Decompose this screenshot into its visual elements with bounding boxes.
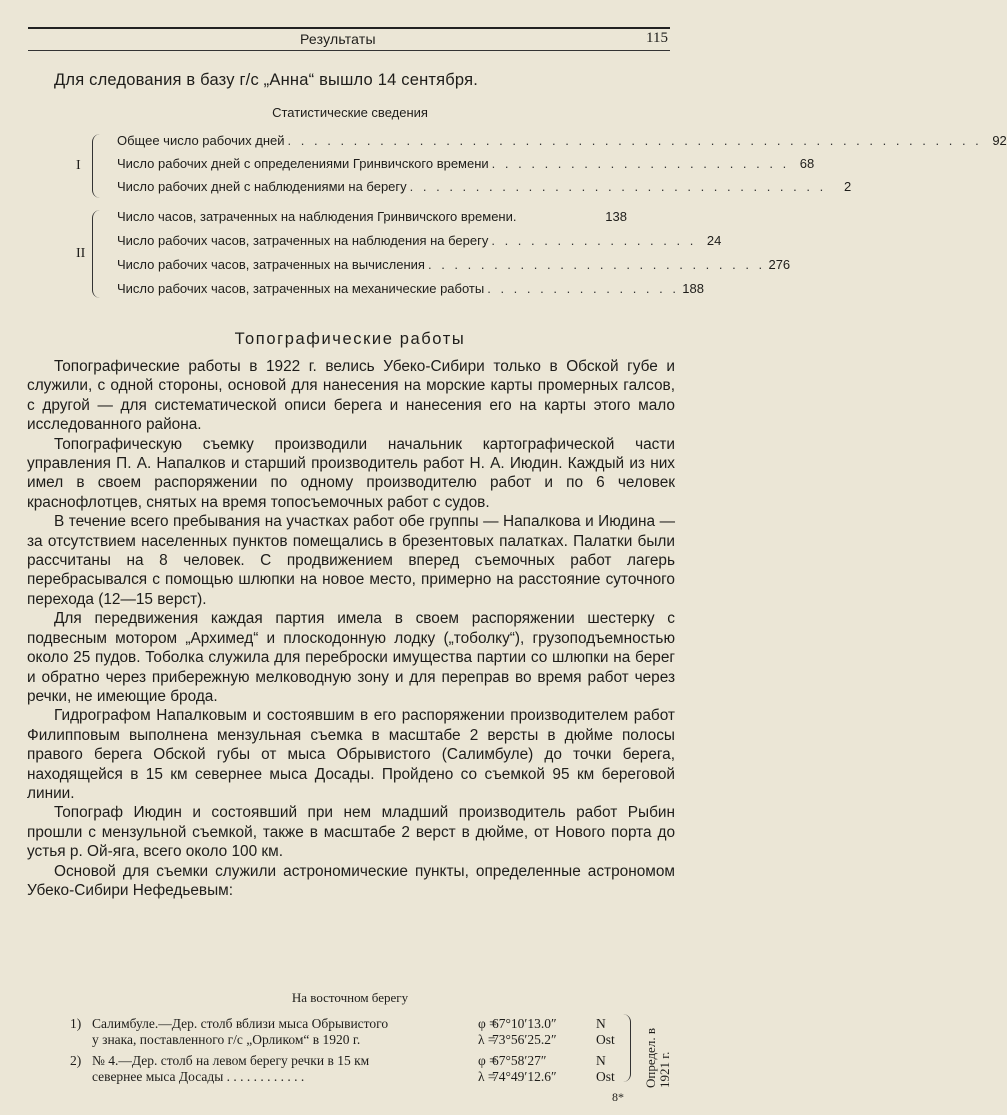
intro-line: Для следования в базу г/с „Анна“ вышло 14 сентября. bbox=[54, 71, 479, 89]
stat-value: 2 bbox=[843, 179, 852, 194]
determination-note: Определ. в 1921 г. bbox=[643, 1028, 672, 1088]
point-number: 2) bbox=[70, 1053, 82, 1068]
point-description: у знака, поставленного г/с „Орликом“ в 1920 г. bbox=[92, 1032, 361, 1047]
leader-dots: . . . . . . . . . . . . . . . . . . . . . . . . . . . . . . . . . . . . . . . . . . . . . . . . . . . . . bbox=[287, 133, 982, 148]
point-description: Салимбуле.—Дер. столб вблизи мыса Обрывистого bbox=[92, 1016, 389, 1031]
paragraph: Для передвижения каждая партия имела в своем распоряжении шестерку с подвесным мотором „Архимед“ и плоскодонную лодку („тоболку“), грузоподъемностью около 25 пудов. Тоболка служила для переброски имущества партии со шлюпки на берег и обратно через прибережную мелководную зону и для переправ во время работ через речки, не имеющие брода. bbox=[27, 610, 675, 705]
stat-value: 188 bbox=[682, 281, 704, 296]
phi-symbol: φ = bbox=[478, 1016, 497, 1031]
longitude-direction: Ost bbox=[596, 1032, 615, 1047]
stat-row bbox=[117, 257, 791, 277]
stat-value: 92 bbox=[992, 133, 1007, 148]
longitude-direction: Ost bbox=[596, 1069, 615, 1084]
stat-row bbox=[117, 281, 704, 301]
running-title: Результаты bbox=[300, 31, 376, 47]
paragraph: Основой для съемки служили астрономические пункты, определенные астрономом Убеко-Сибири Нефедьевым: bbox=[27, 862, 675, 899]
stats-group-2 bbox=[70, 206, 791, 302]
stat-label: Число рабочих часов, затраченных на наблюдения на берегу bbox=[117, 233, 489, 248]
stat-value: 276 bbox=[768, 257, 791, 272]
group-label: II bbox=[76, 246, 86, 261]
latitude-value: 67°58′27″ bbox=[492, 1053, 547, 1068]
leader-dots: . . . . . . . . . . . . . . . bbox=[487, 281, 679, 296]
stat-label: Число рабочих часов, затраченных на вычисления bbox=[117, 257, 425, 272]
group-brace bbox=[92, 210, 101, 298]
stat-value: 138 bbox=[605, 209, 627, 224]
signature-mark: 8* bbox=[612, 1090, 624, 1104]
paragraph: Топографическую съемку производили начальник картографической части управления П. А. Напалков и старший производитель работ Н. А. Июдин. Каждый из них имел в своем распоряжении по одному производителю работ и по 6 человек краснофлотцев, снятых на время топосъемочных работ с судов. bbox=[27, 435, 675, 511]
stat-row bbox=[117, 209, 627, 229]
stats-title: Статистические сведения bbox=[272, 105, 428, 120]
stat-row bbox=[117, 133, 1007, 153]
stat-label: Общее число рабочих дней bbox=[117, 133, 285, 148]
leader-dots: . . . . . . . . . . . . . . . . bbox=[491, 233, 697, 248]
stat-label: Число рабочих часов, затраченных на механические работы bbox=[117, 281, 485, 296]
lambda-symbol: λ = bbox=[478, 1032, 496, 1047]
stat-label: Число рабочих дней с определениями Гринвичского времени bbox=[117, 156, 489, 171]
stat-value: 68 bbox=[799, 156, 815, 171]
coordinates-brace bbox=[622, 1014, 631, 1082]
stats-group-1 bbox=[70, 130, 1007, 200]
point-row bbox=[70, 1016, 630, 1033]
leader-dots: . . . . . . . . . . . . . . . . . . . . . . . bbox=[491, 156, 790, 171]
body-text bbox=[27, 357, 675, 900]
lambda-symbol: λ = bbox=[478, 1069, 496, 1084]
paragraph: В течение всего пребывания на участках работ обе группы — Напалкова и Июдина — за отсутствием населенных пунктов помещались в брезентовых палатках. Палатки были рассчитаны на 8 человек. С продвижением вперед съемочных работ лагерь перебрасывался с помощью шлюпки на новое место, примерно на расстояние суточного перехода (12—15 верст). bbox=[27, 513, 675, 608]
longitude-value: 73°56′25.2″ bbox=[492, 1032, 557, 1047]
group-label: I bbox=[76, 158, 81, 173]
stat-value: 24 bbox=[706, 233, 722, 248]
points-title: На восточном берегу bbox=[291, 990, 409, 1005]
point-description: севернее мыса Досады . . . . . . . . . . . . bbox=[92, 1069, 305, 1084]
latitude-value: 67°10′13.0″ bbox=[492, 1016, 557, 1031]
stat-row bbox=[117, 179, 852, 199]
header-rule-top bbox=[28, 27, 670, 29]
header-rule-bottom bbox=[28, 50, 670, 51]
stat-row bbox=[117, 156, 815, 176]
longitude-value: 74°49′12.6″ bbox=[492, 1069, 557, 1084]
point-number: 1) bbox=[70, 1016, 82, 1031]
stat-row bbox=[117, 233, 722, 253]
point-row bbox=[70, 1032, 630, 1049]
latitude-direction: N bbox=[596, 1016, 606, 1031]
page-number: 115 bbox=[646, 30, 668, 46]
leader-dots: . . . . . . . . . . . . . . . . . . . . . . . . . . bbox=[427, 257, 766, 272]
stat-label: Число часов, затраченных на наблюдения Гринвичского времени. bbox=[117, 209, 517, 224]
latitude-direction: N bbox=[596, 1053, 606, 1068]
section-heading: Топографические работы bbox=[234, 330, 466, 348]
paragraph: Топограф Июдин и состоявший при нем младший производитель работ Рыбин прошли с мензульной съемкой, также в масштабе 2 верст в дюйме, от Нового порта до устья р. Ой-яга, всего около 100 км. bbox=[27, 804, 675, 861]
point-row bbox=[70, 1069, 630, 1086]
group-brace bbox=[92, 134, 101, 198]
paragraph: Гидрографом Напалковым и состоявшим в его распоряжении производителем работ Филипповым выполнена мензульная съемка в масштабе 2 версты в дюйме полосы правого берега Обской губы от мыса Обрывистого (Салимбуле) до точки берега, находящейся в 15 км севернее мыса Досады. Пройдено со съемкой 95 км береговой линии. bbox=[27, 707, 675, 802]
phi-symbol: φ = bbox=[478, 1053, 497, 1068]
point-row bbox=[70, 1053, 630, 1070]
stat-label: Число рабочих дней с наблюдениями на берегу bbox=[117, 179, 407, 194]
paragraph: Топографические работы в 1922 г. велись Убеко-Сибири только в Обской губе и служили, с одной стороны, основой для нанесения на морские карты промерных галсов, с другой — для систематической описи берега и нанесения его на карты этого мало исследованного района. bbox=[27, 358, 675, 434]
point-description: № 4.—Дер. столб на левом берегу речки в 15 км bbox=[92, 1053, 370, 1068]
leader-dots: . . . . . . . . . . . . . . . . . . . . . . . . . . . . . . . . bbox=[409, 179, 827, 194]
